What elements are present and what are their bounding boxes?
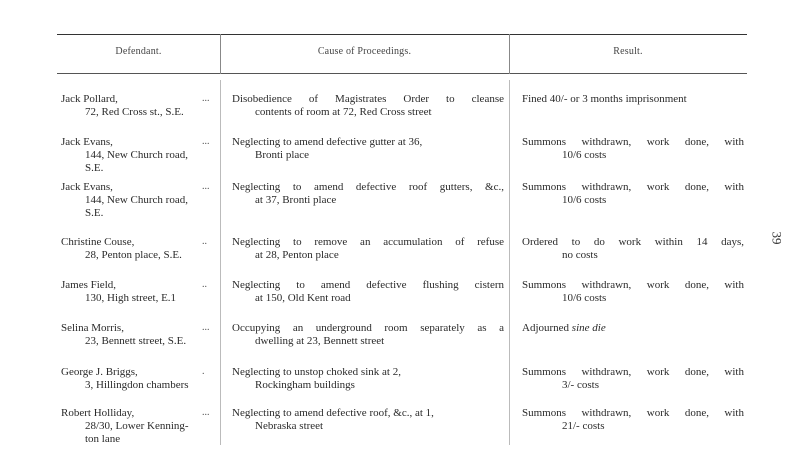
- result-cell: [522, 279, 744, 305]
- result-text: Summons withdrawn, work done, with: [522, 407, 744, 419]
- defendant-name: Christine Couse,: [61, 236, 135, 248]
- result-text-cont: 21/- costs: [562, 420, 605, 432]
- defendant-address: 28/30, Lower Kenning-: [85, 420, 189, 432]
- cause-cell: [232, 136, 504, 162]
- defendant-address-cont: S.E.: [85, 162, 104, 174]
- result-cell: [522, 93, 744, 106]
- cause-cell: [232, 366, 504, 392]
- result-text: Summons withdrawn, work done, with: [522, 279, 744, 291]
- result-cell: [522, 322, 744, 335]
- cause-text: Neglecting to amend defective roof, &c., at 1,: [232, 407, 434, 419]
- cause-text-cont: at 28, Penton place: [255, 249, 339, 261]
- result-text-italic: sine die: [571, 322, 606, 334]
- defendant-cell: [61, 407, 213, 446]
- defendant-address-cont: S.E.: [85, 207, 104, 219]
- cause-text: Neglecting to amend defective gutter at 36,: [232, 136, 423, 148]
- defendant-address-cont: ton lane: [85, 433, 121, 445]
- defendant-address: 28, Penton place, S.E.: [85, 249, 182, 261]
- cause-text: Neglecting to remove an accumulation of refuse: [232, 236, 504, 248]
- leader-dots: .: [202, 366, 205, 377]
- result-cell: [522, 236, 744, 262]
- result-cell: [522, 407, 744, 433]
- defendant-name: Jack Evans,: [61, 181, 113, 193]
- defendant-name: Jack Evans,: [61, 136, 113, 148]
- header-defendant: Defendant.: [115, 46, 162, 57]
- defendant-cell: [61, 93, 213, 119]
- leader-dots: ..: [202, 279, 207, 290]
- defendant-cell: [61, 181, 213, 220]
- defendant-address: 144, New Church road,: [85, 194, 188, 206]
- cause-text-cont: at 37, Bronti place: [255, 194, 337, 206]
- defendant-name: James Field,: [61, 279, 116, 291]
- cause-cell: [232, 279, 504, 305]
- result-text-cont: 10/6 costs: [562, 149, 607, 161]
- cause-cell: [232, 236, 504, 262]
- cause-text-cont: Bronti place: [255, 149, 310, 161]
- cause-text: Occupying an underground room separately as a: [232, 322, 504, 334]
- defendant-cell: [61, 322, 213, 348]
- cause-text-cont: dwelling at 23, Bennett street: [255, 335, 385, 347]
- defendant-name: Jack Pollard,: [61, 93, 118, 105]
- cause-text: Disobedience of Magistrates Order to cleanse: [232, 93, 504, 105]
- table-top-rule: [57, 34, 747, 35]
- column-divider-2-body: [509, 80, 510, 445]
- defendant-address: 72, Red Cross st., S.E.: [85, 106, 184, 118]
- table-header-rule: [57, 73, 747, 74]
- defendant-name: Selina Morris,: [61, 322, 124, 334]
- cause-text: Neglecting to unstop choked sink at 2,: [232, 366, 401, 378]
- result-text-cont: 10/6 costs: [562, 292, 607, 304]
- result-text: Adjourned sine die: [522, 322, 606, 334]
- defendant-cell: [61, 136, 213, 175]
- leader-dots: ...: [202, 407, 210, 418]
- cause-text-cont: at 150, Old Kent road: [255, 292, 351, 304]
- result-text: Summons withdrawn, work done, with: [522, 366, 744, 378]
- defendant-cell: [61, 236, 213, 262]
- leader-dots: ...: [202, 181, 210, 192]
- defendant-address: 23, Bennett street, S.E.: [85, 335, 187, 347]
- result-text: Ordered to do work within 14 days,: [522, 236, 744, 248]
- cause-cell: [232, 322, 504, 348]
- leader-dots: ...: [202, 93, 210, 104]
- result-cell: [522, 181, 744, 207]
- result-text-cont: no costs: [562, 249, 598, 261]
- result-text: Summons withdrawn, work done, with: [522, 136, 744, 148]
- cause-text: Neglecting to amend defective roof gutters, &c.,: [232, 181, 504, 193]
- cause-text: Neglecting to amend defective flushing cistern: [232, 279, 504, 291]
- result-text-cont: 10/6 costs: [562, 194, 607, 206]
- column-divider-1-body: [220, 80, 221, 445]
- leader-dots: ...: [202, 136, 210, 147]
- result-text: Fined 40/- or 3 months imprisonment: [522, 93, 687, 105]
- cause-text-cont: contents of room at 72, Red Cross street: [255, 106, 432, 118]
- leader-dots: ..: [202, 236, 207, 247]
- result-cell: [522, 136, 744, 162]
- defendant-name: Robert Holliday,: [61, 407, 135, 419]
- page-number: 39: [769, 231, 785, 245]
- defendant-address: 144, New Church road,: [85, 149, 188, 161]
- defendant-address: 3, Hillingdon chambers: [85, 379, 189, 391]
- header-result: Result.: [613, 46, 643, 57]
- header-cause: Cause of Proceedings.: [317, 46, 412, 57]
- leader-dots: ...: [202, 322, 210, 333]
- result-cell: [522, 366, 744, 392]
- cause-text-cont: Nebraska street: [255, 420, 324, 432]
- defendant-address: 130, High street, E.1: [85, 292, 177, 304]
- cause-text-cont: Rockingham buildings: [255, 379, 355, 391]
- cause-cell: [232, 407, 504, 433]
- cause-cell: [232, 93, 504, 119]
- defendant-name: George J. Briggs,: [61, 366, 138, 378]
- defendant-cell: [61, 279, 213, 305]
- result-text-cont: 3/- costs: [562, 379, 599, 391]
- result-text: Summons withdrawn, work done, with: [522, 181, 744, 193]
- cause-cell: [232, 181, 504, 207]
- defendant-cell: [61, 366, 213, 392]
